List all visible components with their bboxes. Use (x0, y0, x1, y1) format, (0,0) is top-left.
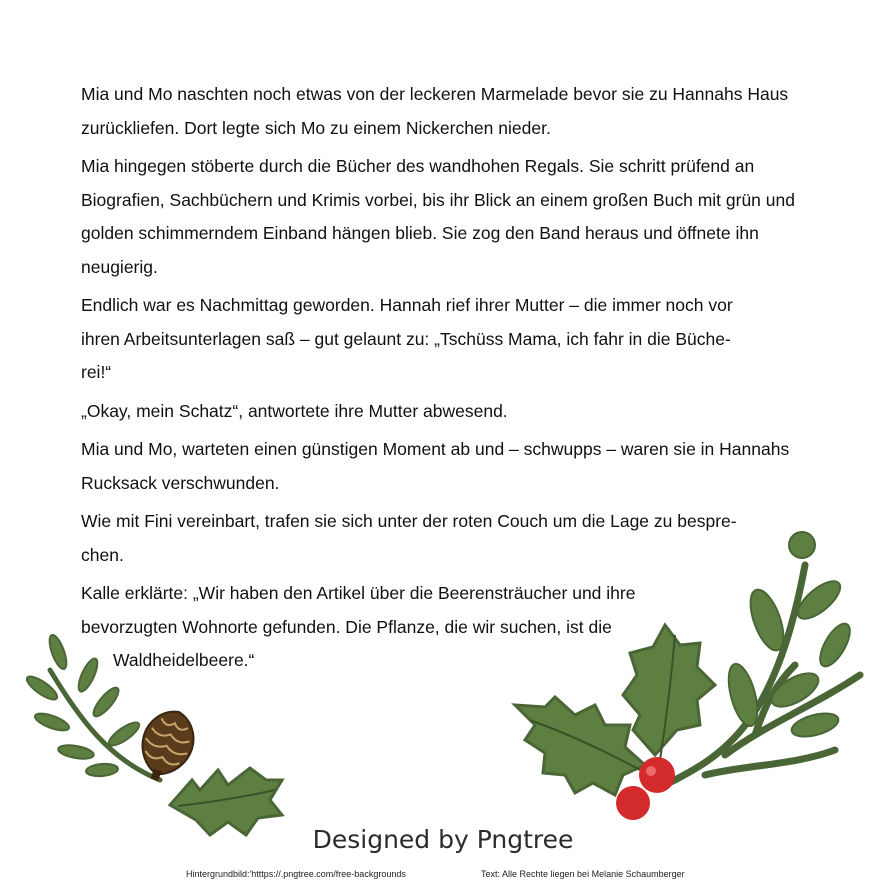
paragraph-7-line-3: Waldheidelbeere.“ (113, 650, 255, 670)
paragraph-3-line-1: Endlich war es Nachmittag geworden. Hannah rief ihrer Mutter – die immer noch vor (81, 295, 733, 315)
paragraph-7-line-2: bevorzugten Wohnorte gefunden. Die Pflanze, die wir suchen, ist die (81, 616, 612, 637)
paragraph-3 (81, 289, 811, 390)
paragraph-4: „Okay, mein Schatz“, antwortete ihre Mutter abwesend. (81, 400, 508, 421)
paragraph-7 (81, 577, 811, 678)
text-rights-note: Text: Alle Rechte liegen bei Melanie Schaumberger (481, 869, 685, 879)
paragraph-1: Mia und Mo naschten noch etwas von der leckeren Marmelade bevor sie zu Hannahs Haus zurückliefen. Dort legte sich Mo zu einem Nickerchen nieder. (81, 84, 789, 138)
story-text (81, 78, 811, 683)
paragraph-7-line-1: Kalle erklärte: „Wir haben den Artikel über die Beerensträucher und ihre (81, 583, 636, 603)
designer-credit: Designed by Pngtree (312, 825, 574, 854)
paragraph-5: Mia und Mo, warteten einen günstigen Moment ab und – schwupps – waren sie in Hannahs Rucksack verschwunden. (81, 439, 790, 493)
paragraph-3-line-3: rei!“ (81, 362, 112, 382)
paragraph-6 (81, 505, 811, 572)
paragraph-2: Mia hingegen stöberte durch die Bücher des wandhohen Regals. Sie schritt prüfend an Biografien, Sachbüchern und Krimis vorbei, bis ihr Blick an einem großen Buch mit grün und golden schimmerndem Einband hängen blieb. Sie zog den Band heraus und öffnete ihn neugierig. (81, 156, 795, 277)
paragraph-6-line-1: Wie mit Fini vereinbart, trafen sie sich unter der roten Couch um die Lage zu bespre- (81, 511, 737, 531)
paragraph-6-line-2: chen. (81, 544, 124, 565)
paragraph-3-line-2: ihren Arbeitsunterlagen saß – gut gelaunt zu: „Tschüss Mama, ich fahr in die Büche- (81, 328, 731, 349)
background-source-note: Hintergrundbild:'htttps://.pngtree.com/free-backgrounds (186, 869, 406, 879)
